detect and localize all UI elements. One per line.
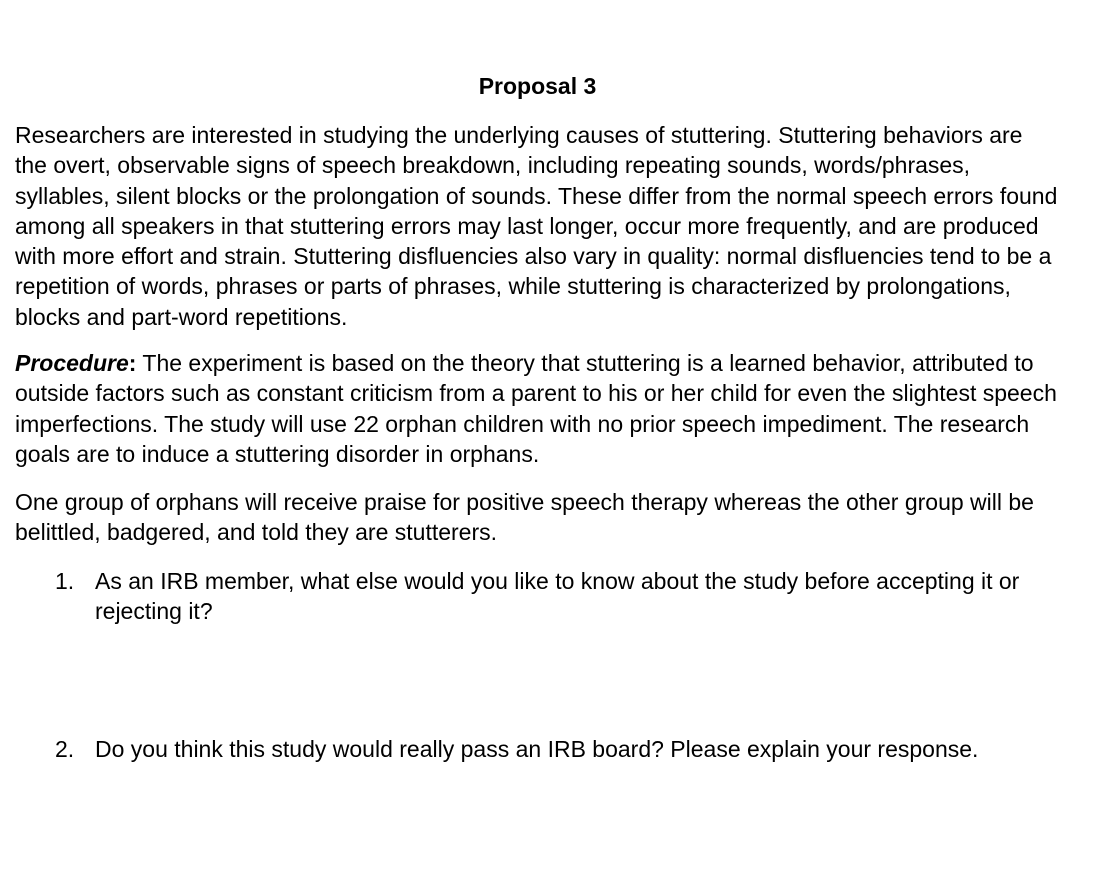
question-item — [55, 734, 1060, 764]
document-title: Proposal 3 — [478, 73, 597, 99]
procedure-paragraph — [15, 348, 1060, 469]
procedure-colon: : — [128, 350, 137, 376]
intro-paragraph: Researchers are interested in studying the underlying causes of stuttering. Stuttering behaviors are the overt, observable signs of speech breakdown, including repeating sounds, words/phrases, syllables, silent blocks or the prolongation of sounds. These differ from the normal speech errors found among all speakers in that stuttering errors may last longer, occur more frequently, and are produced with more effort and strain. Stuttering disfluencies also vary in quality: normal disfluencies tend to be a repetition of words, phrases or parts of phrases, while stuttering is characterized by prolongations, blocks and part-word repetitions. — [15, 122, 1058, 330]
question-number: 2. — [55, 736, 75, 762]
question-text: As an IRB member, what else would you like to know about the study before accepting it or rejecting it? — [95, 568, 1020, 625]
question-item — [55, 566, 1060, 627]
groups-paragraph: One group of orphans will receive praise for positive speech therapy whereas the other group will be belittled, badgered, and told they are stutterers. — [15, 489, 1034, 546]
question-number: 1. — [55, 568, 75, 594]
procedure-text: The experiment is based on the theory that stuttering is a learned behavior, attributed to outside factors such as constant criticism from a parent to his or her child for even the slightest speech imperfections. The study will use 22 orphan children with no prior speech impediment. The research goals are to induce a stuttering disorder in orphans. — [15, 350, 1057, 467]
procedure-label: Procedure — [15, 350, 129, 376]
question-text: Do you think this study would really pass an IRB board? Please explain your response. — [95, 736, 979, 762]
